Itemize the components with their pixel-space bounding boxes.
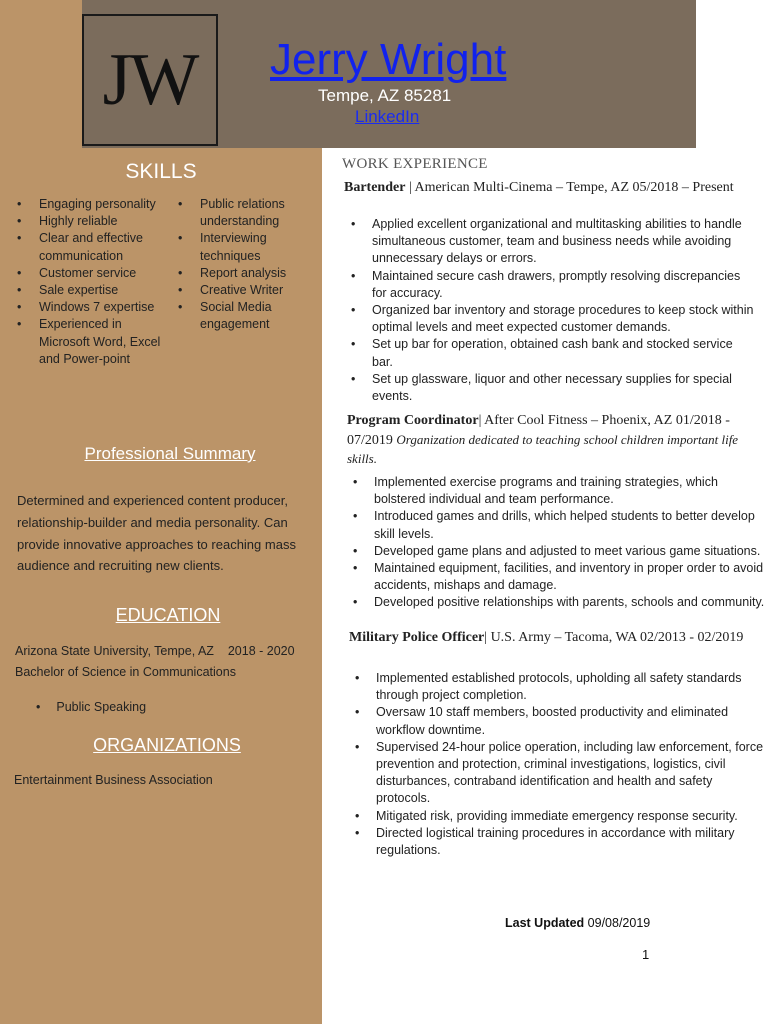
job-bullet: • Organized bar inventory and storage procedures to keep stock within optimal levels and meet expected customer demands. bbox=[346, 302, 756, 336]
last-updated-label: Last Updated bbox=[505, 916, 585, 930]
skill-item: • Windows 7 expertise bbox=[17, 299, 167, 316]
skills-list-left bbox=[17, 196, 167, 368]
skill-item: • Creative Writer bbox=[178, 282, 296, 299]
job-bullet: • Maintained equipment, facilities, and inventory in proper order to avoid accidents, mishaps and damage. bbox=[348, 560, 768, 594]
last-updated-date: 09/08/2019 bbox=[587, 916, 651, 930]
job-bullet: • Supervised 24-hour police operation, including law enforcement, force prevention and protection, criminal investigations, logistics, civil disturbances, contraband identification and health and safety protocols. bbox=[350, 739, 768, 808]
skill-item: • Customer service bbox=[17, 265, 167, 282]
job-bullet: • Directed logistical training procedures in accordance with military regulations. bbox=[350, 825, 768, 859]
job-description: Organization dedicated to teaching school children important life skills. bbox=[347, 431, 739, 466]
job-title: Program Coordinator bbox=[347, 413, 479, 428]
job-bullet: • Set up glassware, liquor and other necessary supplies for special events. bbox=[346, 371, 756, 405]
summary-text: Determined and experienced content producer, relationship-builder and media personality. Can provide innovative approaches to reaching mass audience and recruiting new clients. bbox=[17, 493, 296, 574]
skills-heading: SKILLS bbox=[125, 160, 197, 183]
page-number: 1 bbox=[642, 947, 650, 962]
job-bullet: • Applied excellent organizational and multitasking abilities to handle simultaneous customer, team and business needs while avoiding unnecessary delays or errors. bbox=[346, 216, 756, 268]
linkedin-link[interactable]: LinkedIn bbox=[355, 107, 420, 126]
job-bullets-bartender bbox=[346, 216, 756, 405]
skill-item: • Engaging personality bbox=[17, 196, 167, 213]
job-bullet: • Developed positive relationships with parents, schools and community. bbox=[348, 594, 768, 611]
job-header-military-police bbox=[349, 629, 749, 648]
education-bullet-text: Public Speaking bbox=[56, 700, 147, 714]
job-header-program-coordinator bbox=[347, 412, 747, 470]
organizations-heading: ORGANIZATIONS bbox=[93, 735, 241, 755]
job-title: Bartender bbox=[344, 180, 406, 195]
job-details: | After Cool Fitness – Phoenix, AZ 01/2018 - 07/2019 bbox=[347, 413, 730, 448]
monogram-text: JW bbox=[102, 38, 198, 121]
job-bullets-program-coordinator bbox=[348, 474, 768, 612]
job-title: Military Police Officer bbox=[349, 630, 485, 645]
job-header-bartender bbox=[344, 179, 744, 198]
job-bullets-military-police bbox=[350, 670, 768, 859]
job-bullet: • Maintained secure cash drawers, promptly resolving discrepancies for accuracy. bbox=[346, 268, 756, 302]
organization-item: Entertainment Business Association bbox=[14, 773, 213, 787]
education-school: Arizona State University, Tempe, AZ bbox=[15, 644, 214, 658]
education-years: 2018 - 2020 bbox=[227, 644, 295, 658]
candidate-name-link[interactable]: Jerry Wright bbox=[270, 35, 507, 84]
job-bullet: • Implemented established protocols, upholding all safety standards through project completion. bbox=[350, 670, 768, 704]
job-bullet: • Set up bar for operation, obtained cash bank and stocked service bar. bbox=[346, 336, 756, 370]
skill-item: • Sale expertise bbox=[17, 282, 167, 299]
skills-list-right bbox=[178, 196, 296, 334]
job-details: | U.S. Army – Tacoma, WA 02/2013 - 02/2019 bbox=[484, 630, 744, 645]
address-text: Tempe, AZ 85281 bbox=[318, 86, 452, 105]
skill-item: • Report analysis bbox=[178, 265, 296, 282]
education-school-line bbox=[15, 644, 295, 658]
summary-heading: Professional Summary bbox=[84, 444, 256, 463]
skill-item: • Clear and effective communication bbox=[17, 230, 167, 264]
last-updated bbox=[505, 916, 650, 930]
job-details: | American Multi-Cinema – Tempe, AZ 05/2018 – Present bbox=[405, 180, 734, 195]
job-bullet: • Mitigated risk, providing immediate emergency response security. bbox=[350, 808, 768, 825]
job-bullet: • Developed game plans and adjusted to meet various game situations. bbox=[348, 543, 768, 560]
education-degree: Bachelor of Science in Communications bbox=[15, 665, 236, 679]
skill-item: • Public relations understanding bbox=[178, 196, 296, 230]
skill-item: • Interviewing techniques bbox=[178, 230, 296, 264]
job-bullet: • Implemented exercise programs and training strategies, which bolstered individual and team performance. bbox=[348, 474, 768, 508]
skill-item: • Experienced in Microsoft Word, Excel and Power-point bbox=[17, 316, 167, 368]
job-bullet: • Introduced games and drills, which helped students to better develop skill levels. bbox=[348, 508, 768, 542]
job-bullet: • Oversaw 10 staff members, boosted productivity and eliminated workflow downtime. bbox=[350, 704, 768, 738]
monogram-logo bbox=[82, 14, 218, 146]
work-experience-heading: WORK EXPERIENCE bbox=[342, 156, 488, 172]
skill-item: • Highly reliable bbox=[17, 213, 167, 230]
education-heading: EDUCATION bbox=[115, 605, 221, 625]
skill-item: • Social Media engagement bbox=[178, 299, 296, 333]
education-bullet bbox=[36, 700, 146, 714]
